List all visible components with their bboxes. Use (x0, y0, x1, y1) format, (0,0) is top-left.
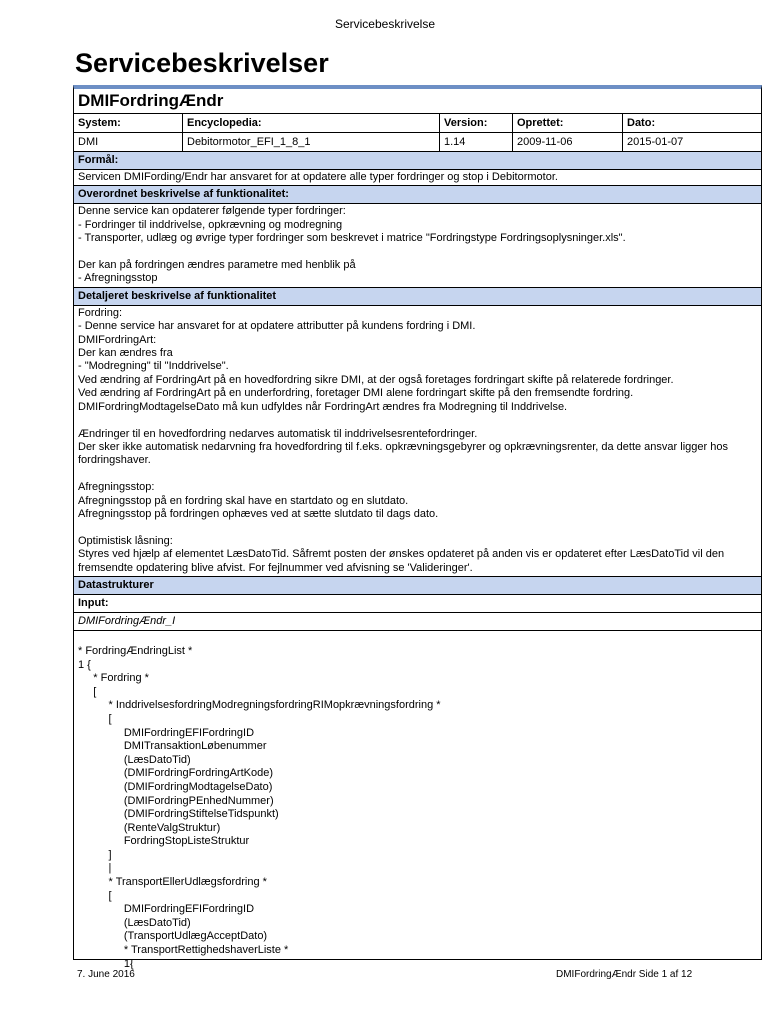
detaljeret-text: Fordring: - Denne service har ansvaret for at opdatere attributter på kundens fordring i DMI. DMIFordringArt: Der kan ændres fra - "Modregning" til "Inddrivelse". Ved ændring af FordringArt på en hovedfordring sikre DMI, at der også foretages fordringart skifte på relaterede fordringer. Ved ændring af FordringArt på en underfordring, foretager DMI alene fordringart skifte på den fremsendte fordring. DMIFordringModtagelseDato må kun udfyldes når FordringArt ændres fra Modregning til Inddrivelse. Ændringer til en hovedfordring nedarves automatisk til inddrivelsesrentefordringer. Der sker ikke automatisk nedarvning fra hovedfordring til f.eks. opkrævningsgebyrer og opkrævningsrenter, da dette ansvar ligger hos fordringshaver. Afregningsstop: Afregningsstop på en fordring skal have en startdato og en slutdato. Afregningsstop på fordringen ophæves ved at sætte slutdato til dags dato. Optimistisk låsning: Styres ved hjælp af elementet LæsDatoTid. Såfremt posten der ønskes opdateret på anden vis er opdateret efter LæsDatoTid vil den fremsendte opdatering blive afvist. For fejlnummer ved afvisning se 'Valideringer'. (74, 306, 761, 577)
service-description-table (73, 85, 762, 970)
meta-oprettet (513, 114, 623, 151)
code-line: * TransportRettighedshaverListe * (78, 944, 289, 957)
formaal-text: Servicen DMIFording/Endr har ansvaret for at opdatere alle typer fordringer og stop i Debitormotor. (74, 170, 761, 186)
code-line: | (78, 862, 112, 875)
code-line: * Fordring * (78, 672, 149, 685)
meta-label: Dato: (623, 114, 761, 133)
meta-system (74, 114, 183, 151)
meta-value: 2015-01-07 (627, 136, 684, 148)
code-line: (DMIFordringPEnhedNummer) (78, 794, 274, 807)
footer-date: 7. June 2016 (77, 969, 135, 980)
code-line: [ (78, 712, 112, 725)
code-line: * FordringÆndringList * (78, 644, 193, 657)
code-line: FordringStopListeStruktur (78, 835, 250, 848)
code-line: DMIFordringEFIFordringID (78, 903, 255, 916)
meta-encyclopedia (183, 114, 440, 151)
meta-value: 1.14 (444, 136, 466, 148)
meta-row (74, 114, 761, 152)
code-line: [ (78, 685, 97, 698)
detaljeret-heading: Detaljeret beskrivelse af funktionalitet (74, 288, 761, 306)
datastrukturer-heading: Datastrukturer (74, 577, 761, 595)
code-line: DMITransaktionLøbenummer (78, 740, 267, 753)
input-structure-name: DMIFordringÆndr_I (74, 613, 761, 631)
meta-value: DMI (78, 136, 99, 148)
code-line: ] (78, 848, 112, 861)
code-line: (DMIFordringModtagelseDato) (78, 780, 273, 793)
code-line: (DMIFordringStiftelseTidspunkt) (78, 808, 279, 821)
running-header: Servicebeskrivelse (334, 17, 436, 31)
input-heading: Input: (74, 595, 761, 613)
code-line: DMIFordringEFIFordringID (78, 726, 255, 739)
code-line: (LæsDatoTid) (78, 916, 191, 929)
meta-value: 2009-11-06 (517, 136, 573, 148)
meta-version (440, 114, 513, 151)
meta-label: Oprettet: (513, 114, 622, 133)
meta-label: Encyclopedia: (183, 114, 439, 133)
code-line: * TransportEllerUdlægsfordring * (78, 876, 267, 889)
code-line: (LæsDatoTid) (78, 753, 191, 766)
code-line: 1 { (78, 658, 91, 671)
meta-label: Version: (440, 114, 512, 133)
footer-page-number: DMIFordringÆndr Side 1 af 12 (556, 969, 693, 980)
meta-value: Debitormotor_EFI_1_8_1 (187, 136, 311, 148)
data-structure-listing (74, 631, 761, 971)
code-line: [ (78, 889, 112, 902)
code-line: (RenteValgStruktur) (78, 821, 221, 834)
overordnet-text: Denne service kan opdaterer følgende typer fordringer: - Fordringer til inddrivelse, opkrævning og modregning - Transporter, udlæg og øvrige typer fordringer som beskrevet i matrice "Fordringstype Fordringsoplysninger.xls". Der kan på fordringen ændres parametre med henblik på - Afregningsstop (74, 204, 761, 287)
code-line: (TransportUdlægAcceptDato) (78, 930, 268, 943)
code-line: 1{ (78, 957, 134, 970)
service-name: DMIFordringÆndr (74, 89, 761, 114)
meta-dato (623, 114, 761, 151)
overordnet-heading: Overordnet beskrivelse af funktionalitet: (74, 186, 761, 204)
page-title: Servicebeskrivelser (75, 48, 329, 78)
code-line: * InddrivelsesfordringModregningsfordringRIMopkrævningsfordring * (78, 699, 441, 712)
formaal-heading: Formål: (74, 152, 761, 170)
meta-label: System: (74, 114, 182, 133)
code-line: (DMIFordringFordringArtKode) (78, 767, 273, 780)
